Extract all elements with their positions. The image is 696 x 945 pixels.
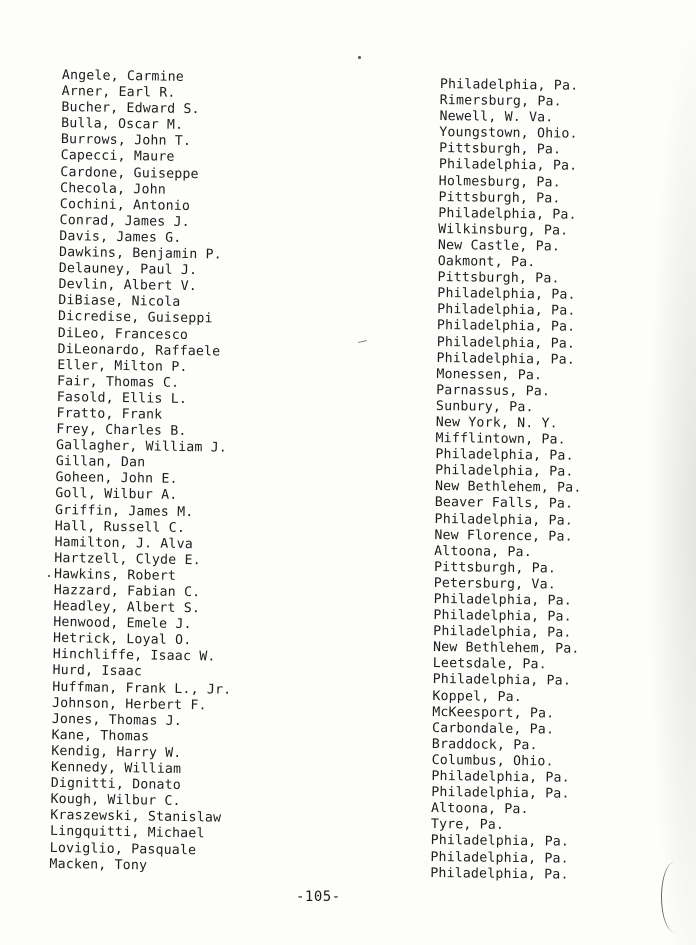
place-entry: Mifflintown, Pa. — [435, 431, 566, 448]
name-entry: Cochini, Antonio — [59, 196, 191, 214]
name-entry: Hamilton, J. Alva — [54, 534, 194, 552]
name-entry: Hazzard, Fabian C. — [53, 582, 201, 601]
name-entry: Kennedy, William — [50, 759, 182, 777]
name-entry: Hartzell, Clyde E. — [54, 550, 201, 569]
place-entry: Koppel, Pa. — [432, 688, 523, 705]
place-entry: Philadelphia, Pa. — [438, 205, 577, 223]
place-entry: Braddock, Pa. — [431, 736, 538, 754]
place-entry: Philadelphia, Pa. — [436, 334, 576, 352]
place-entry: Holmesburg, Pa. — [438, 173, 561, 191]
name-entry: Jones, Thomas J. — [51, 711, 183, 729]
place-entry: Philadelphia, Pa. — [430, 865, 569, 883]
place-entry: Pittsburgh, Pa. — [437, 270, 560, 287]
name-entry: Bucher, Edward S. — [61, 100, 200, 118]
name-entry: Gillan, Dan — [55, 454, 146, 471]
name-entry: Bulla, Oscar M. — [61, 116, 184, 134]
name-entry: DiLeo, Francesco — [57, 325, 189, 343]
name-entry: Goll, Wilbur A. — [55, 486, 178, 504]
name-entry: Kendig, Harry W. — [51, 743, 182, 761]
place-entry: New Bethlehem, Pa. — [434, 479, 582, 497]
place-entry: Philadelphia, Pa. — [437, 302, 576, 319]
place-entry: Philadelphia, Pa. — [433, 608, 572, 625]
place-entry: Sunbury, Pa. — [435, 398, 534, 416]
place-entry: Leetsdale, Pa. — [432, 656, 547, 673]
place-entry: Newell, W. Va. — [439, 109, 554, 126]
place-entry: Philadelphia, Pa. — [436, 350, 576, 368]
place-entry: Wilkinsburg, Pa. — [438, 221, 569, 239]
name-entry: Johnson, Herbert F. — [51, 695, 207, 714]
name-entry: Macken, Tony — [49, 856, 148, 874]
name-entry: Devlin, Albert V. — [58, 277, 198, 295]
name-entry: Hall, Russell C. — [54, 518, 186, 536]
name-entry: Dawkins, Benjamin P. — [58, 245, 222, 263]
name-entry: Goheen, John E. — [55, 470, 178, 488]
name-entry: Huffman, Frank L., Jr. — [52, 679, 232, 698]
place-entry: McKeesport, Pa. — [432, 704, 555, 722]
place-entry: Rimersburg, Pa. — [439, 93, 562, 110]
ink-mark — [358, 340, 367, 343]
name-entry: Burrows, John T. — [60, 132, 192, 150]
name-entry: Angele, Carmine — [61, 68, 185, 85]
name-entry: Lingquitti, Michael — [49, 824, 205, 842]
place-entry: Youngstown, Ohio. — [439, 125, 578, 142]
name-entry: Hetrick, Loyal O. — [52, 631, 192, 649]
name-entry: Capecci, Maure — [60, 148, 175, 166]
name-entry: Kraszewski, Stanislaw — [50, 808, 222, 826]
name-entry: Kane, Thomas — [51, 727, 150, 745]
place-entry: Philadelphia, Pa. — [439, 77, 579, 94]
place-entry: Monessen, Pa. — [436, 366, 543, 383]
ink-speck — [48, 575, 50, 577]
name-entry: Gallagher, William J. — [55, 438, 228, 456]
place-entry: New Florence, Pa. — [434, 527, 573, 545]
place-entry: Parnassus, Pa. — [436, 382, 551, 400]
name-entry: Fasold, Ellis L. — [56, 389, 188, 407]
place-entry: Philadelphia, Pa. — [434, 511, 574, 529]
name-entry: Dicredise, Guiseppi — [57, 309, 213, 327]
place-entry: Philadelphia, Pa. — [433, 624, 572, 641]
name-entry: Eller, Milton P. — [57, 357, 188, 375]
ink-speck — [358, 56, 361, 59]
name-entry: Davis, James G. — [59, 228, 182, 246]
name-entry: Delauney, Paul J. — [58, 261, 198, 279]
name-entry: Dignitti, Donato — [50, 776, 182, 794]
place-entry: Beaver Falls, Pa. — [434, 495, 574, 513]
place-entry: Philadelphia, Pa. — [433, 591, 573, 609]
name-entry: Hawkins, Robert — [53, 566, 177, 584]
place-entry: Altoona, Pa. — [434, 543, 532, 560]
place-entry: Pittsburgh, Pa. — [438, 189, 561, 207]
name-entry: Griffin, James M. — [54, 502, 194, 520]
name-entry: Arner, Earl R. — [61, 84, 176, 101]
place-entry: Pittsburgh, Pa. — [433, 559, 557, 577]
place-entry: Philadelphia, Pa. — [431, 768, 570, 786]
place-entry: Altoona, Pa. — [430, 801, 529, 818]
page-edge-curl — [661, 862, 688, 932]
place-entry: Philadelphia, Pa. — [435, 463, 574, 480]
place-entry: Carbondale, Pa. — [431, 720, 555, 738]
place-entry: Philadelphia, Pa. — [431, 785, 570, 802]
place-entry: Tyre, Pa. — [430, 817, 505, 834]
place-entry: Philadelphia, Pa. — [435, 447, 574, 464]
name-entry: Henwood, Emele J. — [53, 615, 192, 633]
place-entry: Philadelphia, Pa. — [436, 318, 576, 336]
place-entry: Philadelphia, Pa. — [437, 286, 576, 303]
name-entry: Hurd, Isaac — [52, 663, 143, 680]
names-column — [49, 68, 241, 875]
page-number: -105- — [296, 889, 341, 905]
name-entry: Hinchliffe, Isaac W. — [52, 647, 216, 665]
name-entry: Loviglio, Pasquale — [49, 840, 197, 858]
place-entry: New Castle, Pa. — [437, 237, 561, 255]
place-entry: New Bethlehem, Pa. — [432, 640, 580, 658]
name-entry: Frey, Charles B. — [56, 422, 187, 440]
name-entry: Headley, Albert S. — [53, 599, 201, 617]
name-entry: Conrad, James J. — [59, 212, 190, 230]
name-entry: Fratto, Frank — [56, 405, 163, 423]
place-entry: Philadelphia, Pa. — [430, 833, 570, 851]
name-entry: Checola, John — [59, 180, 167, 198]
place-entry: Philadelphia, Pa. — [430, 849, 569, 867]
place-entry: Philadelphia, Pa. — [438, 157, 578, 175]
place-entry: New York, N. Y. — [435, 414, 558, 432]
name-entry: Kough, Wilbur C. — [50, 792, 181, 810]
place-entry: Columbus, Ohio. — [431, 752, 554, 770]
places-column — [430, 77, 586, 883]
name-entry: Cardone, Guiseppe — [60, 164, 199, 182]
name-entry: DiBiase, Nicola — [58, 293, 181, 311]
place-entry: Petersburg, Va. — [433, 575, 556, 593]
place-entry: Pittsburgh, Pa. — [439, 141, 562, 158]
page-edge-shadow — [648, 0, 696, 945]
name-entry: DiLeonardo, Raffaele — [57, 341, 221, 360]
place-entry: Oakmont, Pa. — [437, 254, 536, 271]
place-entry: Philadelphia, Pa. — [432, 672, 572, 690]
name-entry: Fair, Thomas C. — [56, 373, 180, 391]
